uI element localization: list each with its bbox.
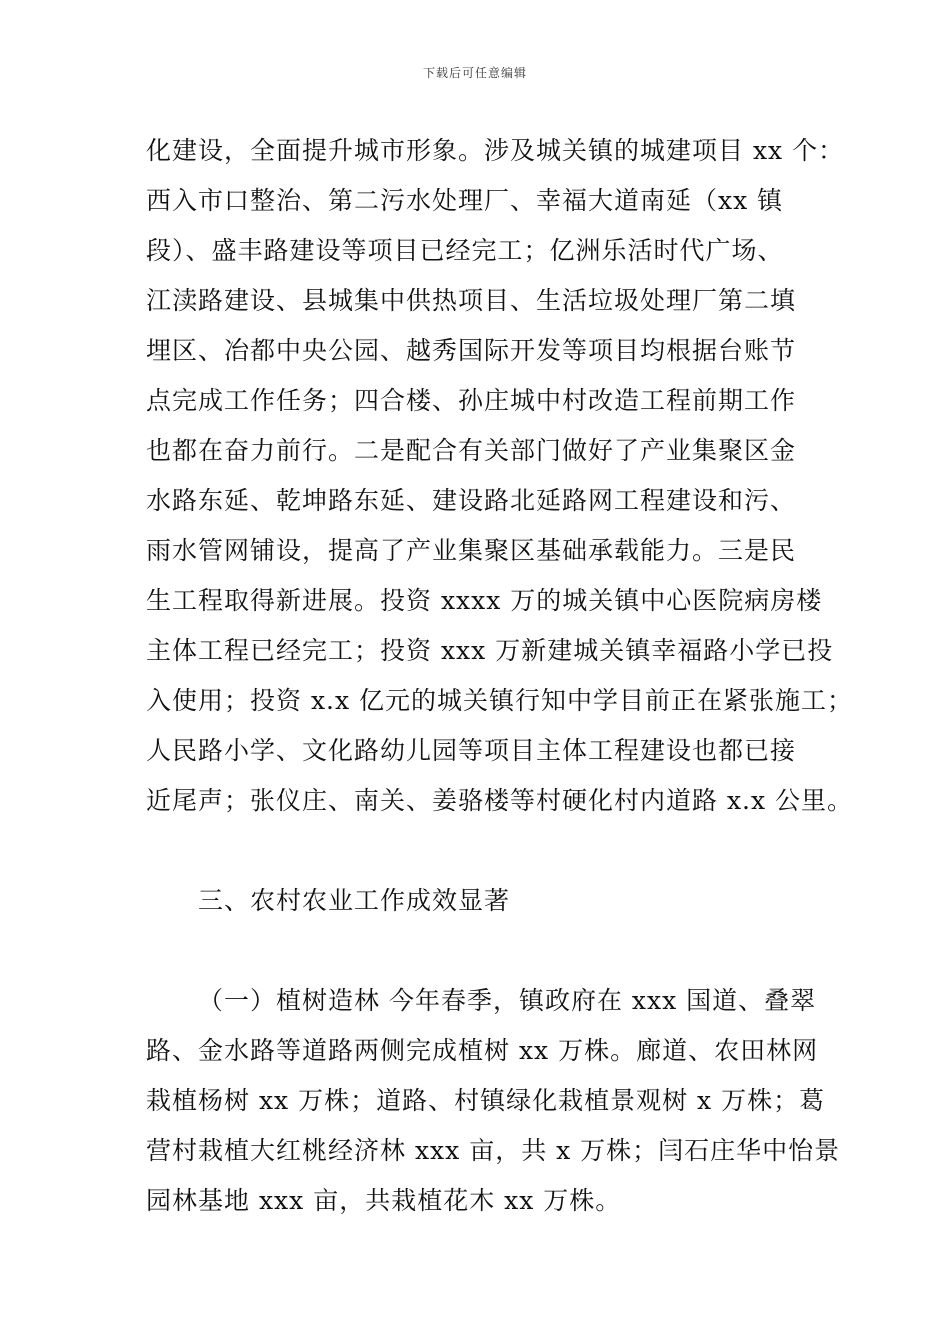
section-heading: 三、农村农业工作成效显著: [198, 886, 511, 915]
text-line: 近尾声；张仪庄、南关、姜骆楼等村硬化村内道路 x.x 公里。: [146, 786, 854, 815]
text-line: 江渎路建设、县城集中供热项目、生活垃圾处理厂第二填: [146, 286, 797, 315]
paragraph-1: [146, 126, 854, 826]
paragraph-spacer: [146, 926, 826, 976]
document-body: [146, 126, 854, 1226]
page-header: 下载后可任意编辑: [422, 66, 527, 80]
text-line: 营村栽植大红桃经济林 xxx 亩，共 x 万株；闫石庄华中怡景: [146, 1136, 841, 1165]
text-line: 化建设，全面提升城市形象。涉及城关镇的城建项目 xx 个：: [146, 136, 845, 165]
text-line: 路、金水路等道路两侧完成植树 xx 万株。廊道、农田林网: [146, 1036, 819, 1065]
text-line: 埋区、冶都中央公园、越秀国际开发等项目均根据台账节: [146, 336, 797, 365]
text-line: 人民路小学、文化路幼儿园等项目主体工程建设也都已接: [146, 736, 797, 765]
text-line: 水路东延、乾坤路东延、建设路北延路网工程建设和污、: [146, 486, 797, 515]
text-line: 栽植杨树 xx 万株；道路、村镇绿化栽植景观树 x 万株；葛: [146, 1086, 826, 1115]
text-line: 生工程取得新进展。投资 xxxx 万的城关镇中心医院病房楼: [146, 586, 823, 615]
paragraph-2: [146, 976, 841, 1226]
text-line: 园林基地 xxx 亩，共栽植花木 xx 万株。: [146, 1186, 622, 1215]
text-line: （一）植树造林 今年春季，镇政府在 xxx 国道、叠翠: [198, 986, 817, 1015]
paragraph-spacer: [146, 826, 826, 876]
text-line: 点完成工作任务；四合楼、孙庄城中村改造工程前期工作: [146, 386, 797, 415]
text-line: 也都在奋力前行。二是配合有关部门做好了产业集聚区金: [146, 436, 797, 465]
text-line: 主体工程已经完工；投资 xxx 万新建城关镇幸福路小学已投: [146, 636, 834, 665]
text-line: 西入市口整治、第二污水处理厂、幸福大道南延（xx 镇: [146, 186, 784, 215]
text-line: 段）、盛丰路建设等项目已经完工；亿洲乐活时代广场、: [146, 236, 784, 265]
text-line: 雨水管网铺设，提高了产业集聚区基础承载能力。三是民: [146, 536, 797, 565]
text-line: 入使用；投资 x.x 亿元的城关镇行知中学目前正在紧张施工；: [146, 686, 854, 715]
